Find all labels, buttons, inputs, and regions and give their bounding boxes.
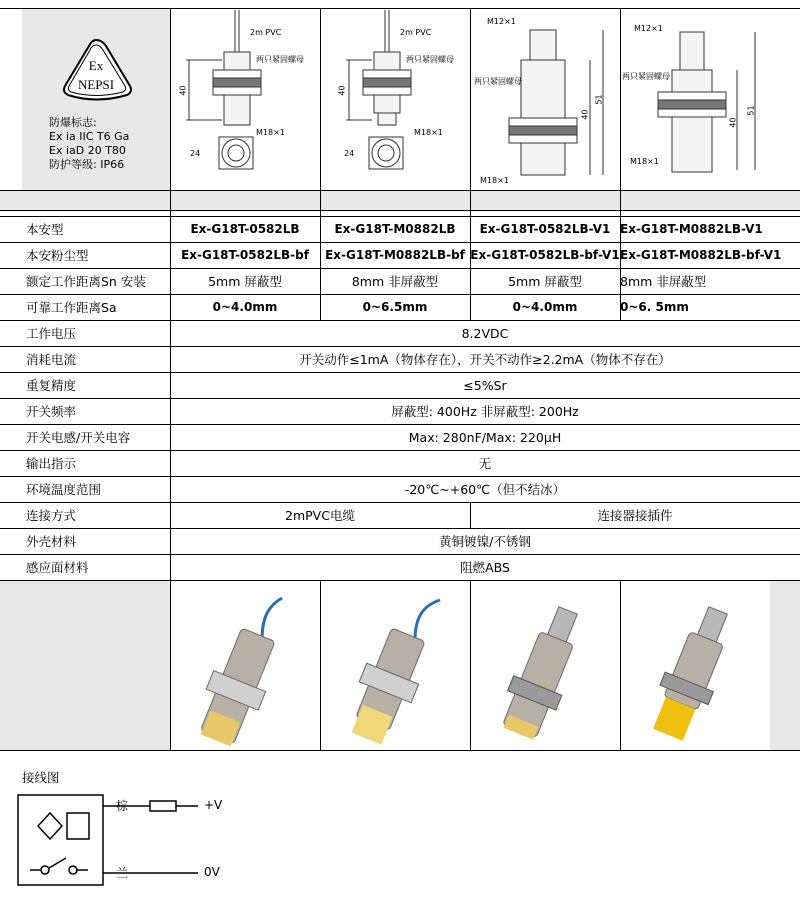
dim-51-3: 51 bbox=[594, 94, 604, 105]
dim-40-3: 40 bbox=[580, 109, 590, 120]
table-cell: Ex-G18T-0582LB bbox=[190, 222, 300, 236]
table-cell: Ex-G18T-M0882LB bbox=[334, 222, 456, 236]
table-cell: 连接器接插件 bbox=[597, 508, 673, 523]
table-cell-merged: Max: 280nF/Max: 220μH bbox=[408, 429, 562, 445]
table-cell-merged: 无 bbox=[478, 456, 492, 471]
cert-dust: Ex iaD 20 T80 bbox=[49, 144, 126, 157]
row-label: 工作电压 bbox=[26, 326, 77, 341]
row-label: 外壳材料 bbox=[26, 534, 77, 549]
thread-label-3: M18×1 bbox=[480, 176, 509, 185]
dim-24-2: 24 bbox=[344, 149, 355, 158]
row-label: 本安型 bbox=[26, 222, 64, 237]
table-cell: 2mPVC电缆 bbox=[285, 508, 355, 523]
table-cell: 0~4.0mm bbox=[512, 300, 578, 314]
logo-ex: Ex bbox=[88, 58, 104, 73]
thread-label-4: M18×1 bbox=[630, 157, 659, 166]
thread-label-2: M18×1 bbox=[414, 128, 443, 137]
connector-label-4: M12×1 bbox=[634, 24, 663, 33]
cert-ip: 防护等级: IP66 bbox=[49, 158, 125, 171]
table-cell: 5mm 屏蔽型 bbox=[208, 274, 282, 289]
nuts-label-4: 两只紧固螺母 bbox=[622, 72, 670, 81]
cert-gas: Ex ia IIC T6 Ga bbox=[49, 130, 130, 143]
nuts-label-1: 两只紧固螺母 bbox=[256, 55, 304, 64]
table-cell-merged: 开关动作≤1mA（物体存在），开关不动作≥2.2mA（物体不存在） bbox=[299, 352, 671, 367]
blue-wire-label: 兰 bbox=[116, 866, 129, 880]
dim-40-2: 40 bbox=[337, 85, 347, 96]
dim-40-4: 40 bbox=[728, 117, 738, 128]
row-label: 本安粉尘型 bbox=[26, 248, 89, 263]
table-cell: 5mm 屏蔽型 bbox=[508, 274, 582, 289]
plus-v-label: +V bbox=[204, 798, 223, 812]
table-cell: 0~6.5mm bbox=[362, 300, 428, 314]
table-cell-merged: -20℃~+60℃（但不结冰） bbox=[404, 482, 566, 497]
table-cell-merged: 8.2VDC bbox=[461, 325, 509, 341]
table-cell: Ex-G18T-0582LB-bf-V1 bbox=[470, 248, 620, 262]
dim-40-1: 40 bbox=[178, 85, 188, 96]
wiring-title: 接线图 bbox=[22, 770, 60, 785]
row-label: 输出指示 bbox=[26, 456, 77, 471]
zero-v-label: 0V bbox=[204, 865, 220, 879]
table-cell: Ex-G18T-M0882LB-bf bbox=[325, 248, 465, 262]
cert-title: 防爆标志: bbox=[49, 116, 97, 129]
cable-label-2: 2m PVC bbox=[400, 28, 432, 37]
table-cell: Ex-G18T-0582LB-V1 bbox=[479, 222, 611, 236]
thread-label-1: M18×1 bbox=[256, 128, 285, 137]
row-label: 额定工作距离Sn 安装 bbox=[26, 274, 146, 289]
connector-label-3: M12×1 bbox=[487, 17, 516, 26]
dim-24-1: 24 bbox=[190, 149, 201, 158]
table-cell: Ex-G18T-M0882LB-bf-V1 bbox=[620, 248, 782, 262]
dim-51-4: 51 bbox=[746, 105, 756, 116]
table-cell: 0~4.0mm bbox=[212, 300, 278, 314]
table-cell-merged: 黄铜镀镍/不锈钢 bbox=[439, 534, 531, 549]
row-label: 感应面材料 bbox=[26, 560, 89, 575]
table-cell: 8mm 非屏蔽型 bbox=[620, 274, 707, 289]
row-label: 连接方式 bbox=[26, 508, 77, 523]
row-label: 开关电感/开关电容 bbox=[26, 430, 131, 445]
nuts-label-3: 两只紧固螺母 bbox=[474, 77, 522, 86]
row-label: 消耗电流 bbox=[26, 352, 77, 367]
table-cell: 0~6. 5mm bbox=[620, 300, 689, 314]
table-cell-merged: ≤5%Sr bbox=[463, 377, 507, 393]
table-cell: 8mm 非屏蔽型 bbox=[351, 274, 439, 289]
nuts-label-2: 两只紧固螺母 bbox=[406, 55, 454, 64]
table-cell-merged: 屏蔽型: 400Hz 非屏蔽型: 200Hz bbox=[391, 404, 579, 419]
row-label: 环境温度范围 bbox=[26, 482, 102, 497]
cable-label-1: 2m PVC bbox=[250, 28, 282, 37]
row-label: 重复精度 bbox=[26, 378, 77, 393]
table-cell: Ex-G18T-M0882LB-V1 bbox=[620, 222, 763, 236]
table-cell-merged: 阻燃ABS bbox=[460, 560, 510, 575]
logo-nepsi: NEPSI bbox=[77, 77, 115, 92]
row-label: 可靠工作距离Sa bbox=[26, 300, 117, 315]
table-cell: Ex-G18T-0582LB-bf bbox=[181, 248, 309, 262]
brown-wire-label: 棕 bbox=[116, 799, 129, 813]
row-label: 开关频率 bbox=[26, 404, 77, 419]
